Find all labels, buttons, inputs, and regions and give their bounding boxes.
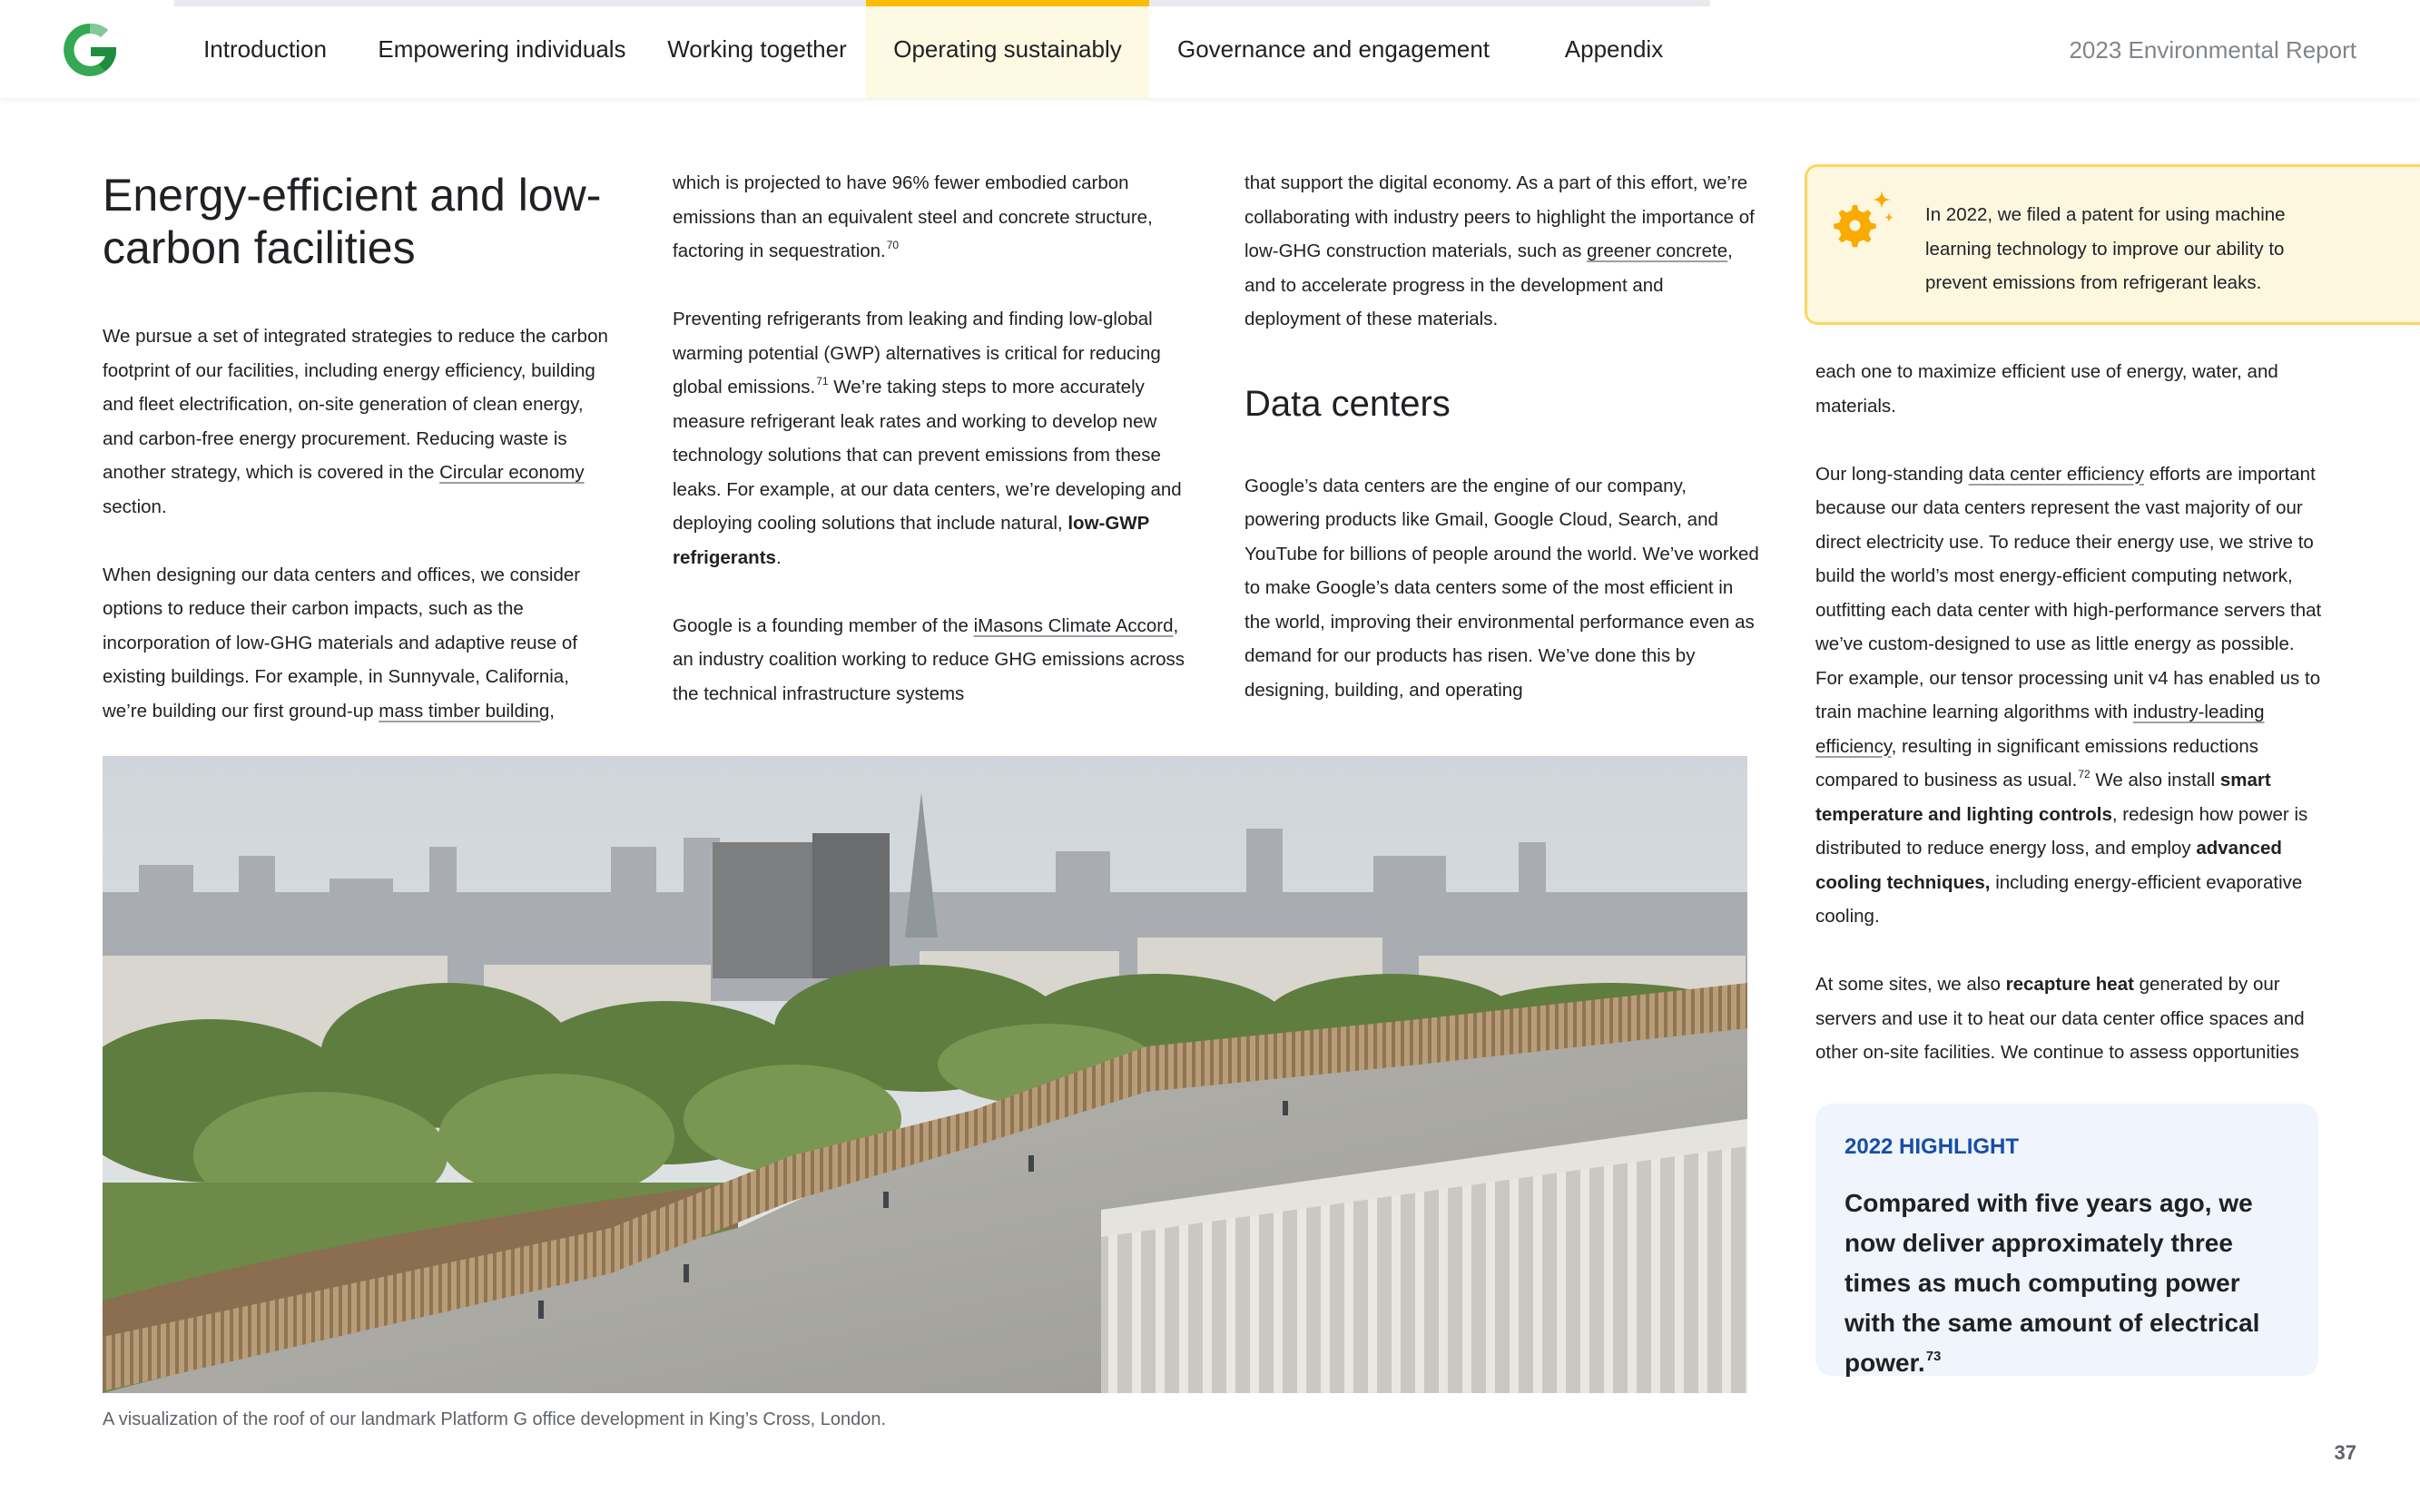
- footnote-ref[interactable]: 71: [816, 375, 829, 388]
- column-2: [673, 166, 1190, 711]
- data-centers-heading: Data centers: [1244, 383, 1451, 424]
- patent-callout: [1805, 164, 2420, 325]
- paragraph: We pursue a set of integrated strategies to reduce the carbon footprint of our facilities, including energy efficiency, building and fleet electrification, on-site generation of clean energy, and carbon-free energy procurement. Reducing waste is another strategy, which is covered in the Circular economy section.: [103, 326, 608, 517]
- ai-gear-sparkle-icon: [1825, 189, 1896, 254]
- tab-appendix[interactable]: Appendix: [1564, 34, 1664, 63]
- greener-concrete-link[interactable]: greener concrete: [1587, 241, 1728, 261]
- google-g-logo[interactable]: [60, 20, 120, 80]
- tab-introduction[interactable]: Introduction: [203, 34, 327, 63]
- tab-empowering-individuals[interactable]: Empowering individuals: [378, 34, 626, 63]
- footnote-ref[interactable]: 73: [1925, 1349, 1942, 1364]
- mass-timber-building-link[interactable]: mass timber building: [379, 700, 550, 722]
- highlight-label: 2022 HIGHLIGHT: [1845, 1134, 2020, 1159]
- highlight-text: Compared with five years ago, we now deliver approximately three times as much computing power with the same amount of electrical power.$^{73}$: [1845, 1189, 2260, 1377]
- footnote-ref[interactable]: 70: [886, 239, 900, 251]
- tab-operating-sustainably[interactable]: Operating sustainably: [866, 0, 1149, 98]
- column-3: [1244, 166, 1762, 707]
- highlight-box: [1815, 1104, 2318, 1376]
- paragraph: which is projected to have 96% fewer embodied carbon emissions than an equivalent steel and concrete structure, factoring in sequestration.$^{70}$: [673, 172, 1153, 261]
- industry-leading-efficiency-link[interactable]: industry-leading efficiency: [1815, 702, 2265, 757]
- footnote-ref[interactable]: 72: [2078, 768, 2090, 781]
- paragraph: Our long-standing data center efficiency efforts are important because our data centers represent the vast majority of our direct electricity use. To reduce their energy use, we strive to build the world’s most energy-efficient computing network, outfitting each data center with high-performance servers that we’ve custom-designed to use as little energy as possible. For example, our tensor processing unit v4 has enabled us to train machine learning algorithms with industry-leading efficiency, resulting in significant emissions reductions compared to business as usual.$^{72}$ We also install smart temperature and lighting controls, redesign how power is distributed to reduce energy loss, and employ advanced cooling techniques, including energy-efficient evaporative cooling.: [1815, 463, 2322, 927]
- tab-working-together[interactable]: Working together: [667, 34, 847, 63]
- paragraph: Google’s data centers are the engine of our company, powering products like Gmail, Google Cloud, Search, and YouTube for billions of people around the world. We’ve worked to make Google’s data centers some of the most efficient in the world, improving their environmental performance even as demand for our products has risen. We’ve done this by designing, building, and operating: [1244, 475, 1759, 701]
- paragraph: Google is a founding member of the iMasons Climate Accord, an industry coalition working to reduce GHG emissions across the technical infrastructure systems: [673, 614, 1185, 704]
- paragraph: Preventing refrigerants from leaking and finding low-global warming potential (GWP) alternatives is critical for reducing global emissions.$^{71}$ We’re taking steps to more accurately measure refrigerant leak rates and working to develop new technology solutions that can prevent emissions from these leaks. For example, at our data centers, we’re developing and deploying cooling solutions that include natural, low-GWP refrigerants.: [673, 309, 1182, 568]
- section-tabs: [174, 0, 1710, 98]
- top-navigation-bar: [0, 0, 2420, 98]
- column-4: [1815, 355, 2324, 1070]
- column-1: [103, 169, 611, 728]
- circular-economy-link[interactable]: Circular economy: [439, 462, 585, 483]
- platform-g-rooftop-photo: [103, 756, 1747, 1393]
- section-heading: Energy-efficient and low-carbon facilities: [103, 170, 602, 273]
- paragraph: that support the digital economy. As a part of this effort, we’re collaborating with industry peers to highlight the importance of low-GHG construction materials, such as greener concrete, and to accelerate progress in the development and deployment of these materials.: [1244, 172, 1755, 329]
- photo-caption: A visualization of the roof of our landmark Platform G office development in King’s Cross, London.: [103, 1409, 887, 1429]
- paragraph: When designing our data centers and offices, we consider options to reduce their carbon impacts, such as the incorporation of low-GHG materials and adaptive reuse of existing buildings. For example, in Sunnyvale, California, we’re building our first ground-up mass timber building,: [103, 564, 581, 722]
- paragraph: At some sites, we also recapture heat generated by our servers and use it to heat our data center office spaces and other on-site facilities. We continue to assess opportunities: [1815, 974, 2305, 1063]
- tab-governance-and-engagement[interactable]: Governance and engagement: [1176, 34, 1490, 63]
- page-number: 37: [2334, 1441, 2356, 1464]
- imasons-climate-accord-link[interactable]: iMasons Climate Accord: [973, 614, 1174, 636]
- data-center-efficiency-link[interactable]: data center efficiency: [1968, 463, 2145, 485]
- callout-text: In 2022, we filed a patent for using machine learning technology to improve our ability to prevent emissions from refrigerant leaks.: [1925, 204, 2286, 293]
- paragraph: each one to maximize efficient use of energy, water, and materials.: [1815, 361, 2278, 417]
- report-title: 2023 Environmental Report: [2069, 36, 2356, 64]
